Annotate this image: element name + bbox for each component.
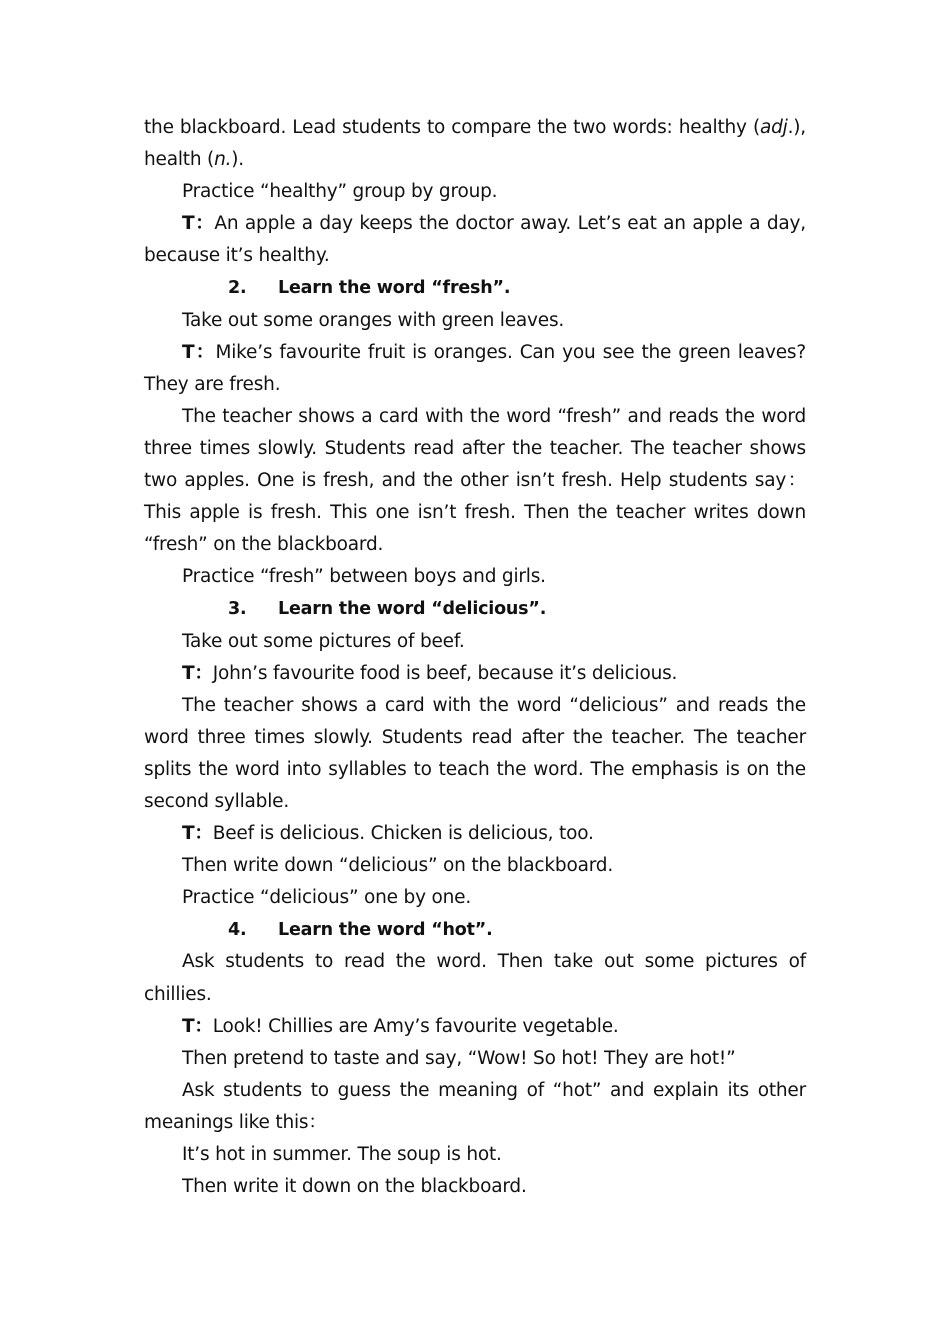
paragraph-pretend-taste: Then pretend to taste and say, “Wow! So hot! They are hot!” [182, 1047, 736, 1069]
section-heading-fresh: 2. Learn the word “fresh”. [228, 278, 511, 299]
paragraph-teacher-john: T：John’s favourite food is beef, because it’s delicious. [182, 662, 678, 684]
paragraph-practice-fresh: Practice “fresh” between boys and girls. [182, 566, 546, 588]
speaker-label: T： [182, 823, 213, 845]
paragraph-guess-meaning: Ask students to guess the meaning of “hot” and explain its other meanings like this： [144, 1079, 806, 1133]
speaker-label: T： [182, 213, 215, 235]
paragraph-delicious-card: The teacher shows a card with the word “delicious” and reads the word three times slowly. Students read after the teacher. The teacher splits the word into syllables to teach the word. The emphasis is on the second syllable. [144, 694, 806, 812]
speaker-label: T： [182, 662, 213, 684]
paragraph-teacher-mike: T：Mike’s favourite fruit is oranges. Can you see the green leaves? They are fresh. [144, 341, 806, 395]
paragraph-teacher-amy: T：Look! Chillies are Amy’s favourite vegetable. [182, 1015, 619, 1037]
paragraph-oranges: Take out some oranges with green leaves. [182, 309, 565, 331]
section-heading-hot: 4. Learn the word “hot”. [228, 920, 493, 941]
paragraph-teacher-apple: T：An apple a day keeps the doctor away. Let’s eat an apple a day, because it’s healthy. [144, 213, 806, 267]
document-page [144, 112, 806, 1203]
paragraph-practice-healthy: Practice “healthy” group by group. [182, 181, 498, 203]
paragraph-teacher-beef: T：Beef is delicious. Chicken is delicious, too. [182, 823, 594, 845]
paragraph-health-compare: the blackboard. Lead students to compare the two words: healthy (adj.), health (n.). [144, 117, 806, 171]
speaker-label: T： [182, 1015, 213, 1037]
speaker-label: T： [182, 341, 216, 363]
paragraph-fresh-card: The teacher shows a card with the word “fresh” and reads the word three times slowly. Students read after the teacher. The teacher shows two apples. One is fresh, and the other isn’t fresh. Help students say：This apple is fresh. This one isn’t fresh. Then the teacher writes down “fresh” on the blackboard. [144, 405, 806, 556]
paragraph-chillies: Ask students to read the word. Then take out some pictures of chillies. [144, 951, 806, 1005]
italic-adj: adj [759, 117, 788, 138]
italic-n: n. [214, 149, 232, 171]
paragraph-hot-examples: It’s hot in summer. The soup is hot. [182, 1144, 502, 1165]
section-heading-delicious: 3. Learn the word “delicious”. [228, 599, 547, 620]
paragraph-beef-pictures: Take out some pictures of beef. [182, 630, 465, 652]
paragraph-practice-delicious: Practice “delicious” one by one. [182, 887, 472, 909]
paragraph-write-hot: Then write it down on the blackboard. [182, 1176, 527, 1198]
paragraph-write-delicious: Then write down “delicious” on the blackboard. [182, 855, 614, 877]
